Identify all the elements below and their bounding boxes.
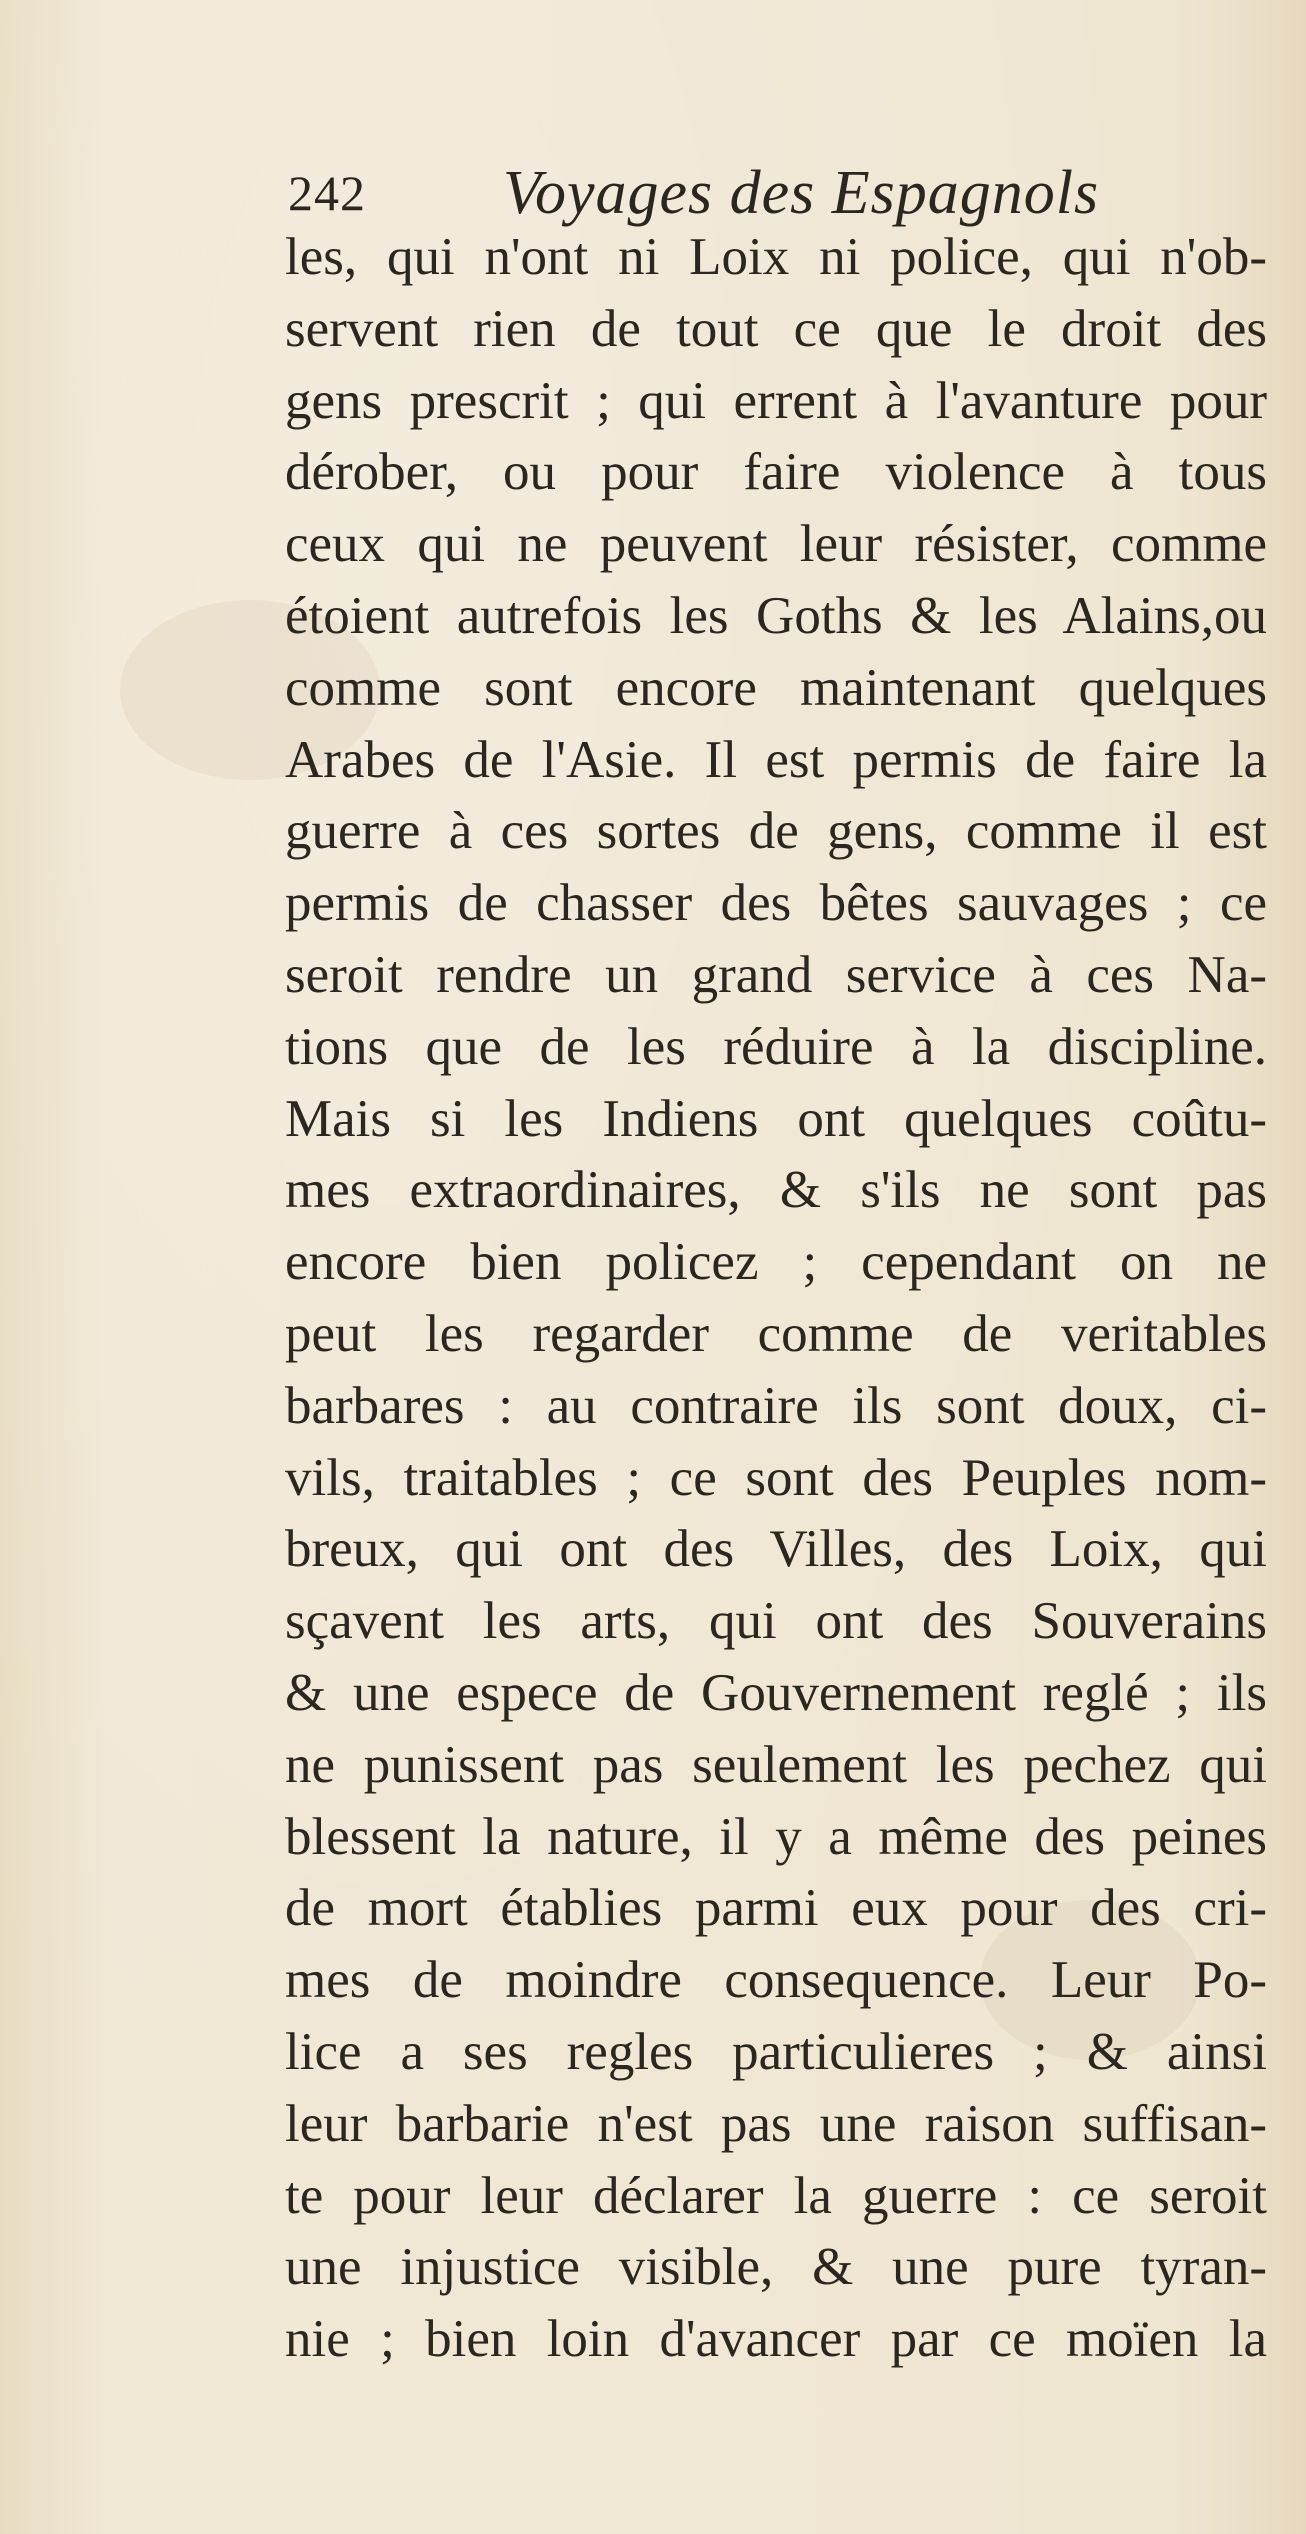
text-line: comme sont encore maintenant quelques	[285, 658, 1267, 717]
text-line: gens prescrit ; qui errent à l'avanture pour	[285, 371, 1267, 430]
text-line: dérober, ou pour faire violence à tous	[285, 443, 1267, 502]
text-line: de mort établies parmi eux pour des cri-	[285, 1879, 1267, 1938]
text-line: Mais si les Indiens ont quelques coûtu-	[285, 1089, 1267, 1148]
page-header	[288, 158, 1108, 228]
text-line: & une espece de Gouvernement reglé ; ils	[285, 1663, 1267, 1722]
text-line: encore bien policez ; cependant on ne	[285, 1233, 1267, 1292]
text-line: servent rien de tout ce que le droit des	[285, 299, 1267, 358]
text-line: nie ; bien loin d'avancer par ce moïen la	[285, 2310, 1267, 2369]
body-text	[285, 222, 1267, 2376]
text-line: peut les regarder comme de veritables	[285, 1304, 1267, 1363]
text-line: leur barbarie n'est pas une raison suffisan-	[285, 2094, 1267, 2153]
page-number: 242	[288, 165, 366, 221]
text-line: ceux qui ne peuvent leur résister, comme	[285, 515, 1267, 574]
text-line: te pour leur déclarer la guerre : ce seroit	[285, 2166, 1267, 2225]
text-line: une injustice visible, & une pure tyran-	[285, 2238, 1267, 2297]
text-line: ne punissent pas seulement les pechez qui	[285, 1735, 1267, 1794]
text-line: lice a ses regles particulieres ; & ainsi	[285, 2022, 1267, 2081]
text-line: seroit rendre un grand service à ces Na-	[285, 945, 1267, 1004]
text-line: permis de chasser des bêtes sauvages ; ce	[285, 874, 1267, 933]
text-line: mes extraordinaires, & s'ils ne sont pas	[285, 1161, 1267, 1220]
text-line: Arabes de l'Asie. Il est permis de faire la	[285, 730, 1267, 789]
text-line: les, qui n'ont ni Loix ni police, qui n'ob-	[285, 228, 1267, 286]
text-line: breux, qui ont des Villes, des Loix, qui	[285, 1520, 1267, 1579]
text-line: blessent la nature, il y a même des peines	[285, 1807, 1267, 1866]
running-head: Voyages des Espagnols	[503, 159, 1100, 227]
text-line: barbares : au contraire ils sont doux, ci-	[285, 1376, 1267, 1435]
text-line: sçavent les arts, qui ont des Souverains	[285, 1592, 1267, 1651]
text-line: guerre à ces sortes de gens, comme il est	[285, 802, 1267, 861]
text-line: tions que de les réduire à la discipline.	[285, 1017, 1267, 1076]
text-line: mes de moindre consequence. Leur Po-	[285, 1951, 1267, 2010]
text-line: étoient autrefois les Goths & les Alains,ou	[285, 586, 1267, 645]
text-line: vils, traitables ; ce sont des Peuples nom-	[285, 1448, 1267, 1507]
